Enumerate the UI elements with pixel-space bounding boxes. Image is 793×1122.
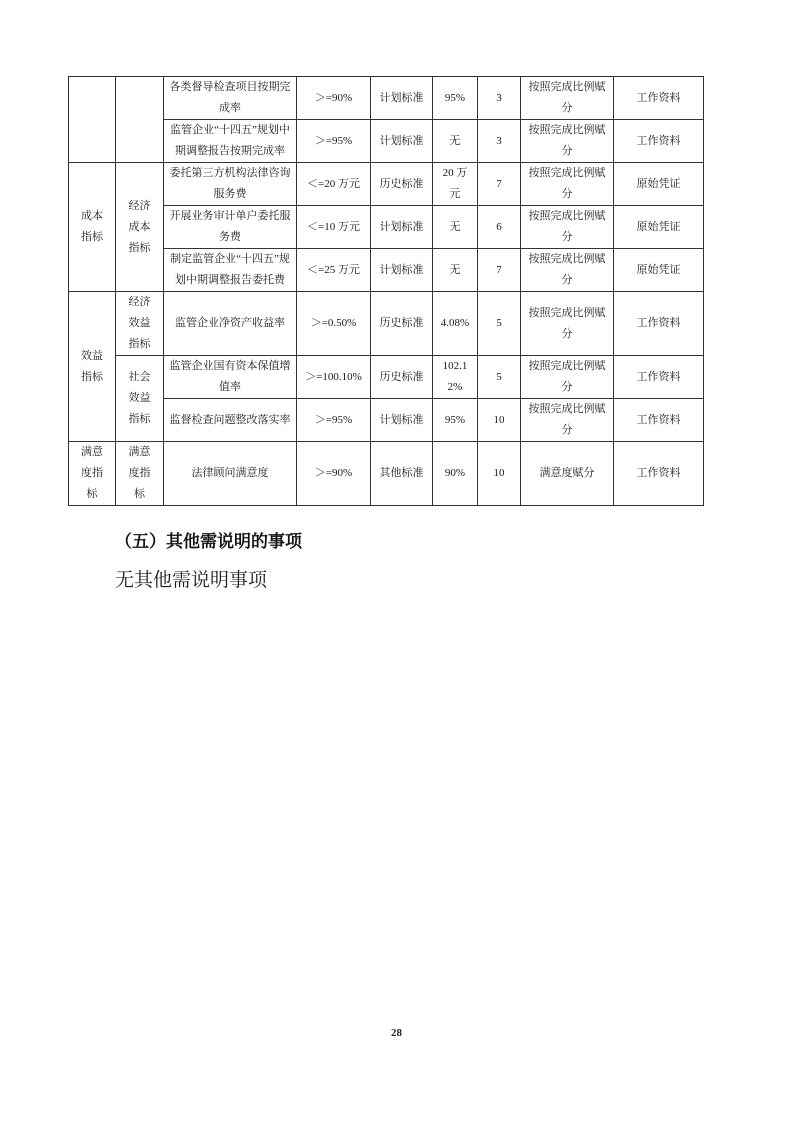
indicator-cell: 法律顾问满意度 [164,442,297,506]
source-cell: 工作资料 [614,120,704,163]
method-cell: 按照完成比例赋分 [521,249,614,292]
indicator-cell: 开展业务审计单户委托服务费 [164,206,297,249]
target-cell: ＞=90% [297,442,371,506]
method-cell: 按照完成比例赋分 [521,120,614,163]
source-cell: 工作资料 [614,399,704,442]
target-cell: ＜=25 万元 [297,249,371,292]
indicator-cell: 监管企业“十四五”规划中期调整报告按期完成率 [164,120,297,163]
target-cell: ＜=20 万元 [297,163,371,206]
score-cell: 5 [478,292,521,356]
source-cell: 原始凭证 [614,206,704,249]
level1-cost-indicator: 成本指标 [69,163,116,292]
score-cell: 5 [478,356,521,399]
method-cell: 按照完成比例赋分 [521,356,614,399]
standard-cell: 计划标准 [371,77,433,120]
actual-cell: 102.12% [433,356,478,399]
section-heading: （五）其他需说明的事项 [115,532,302,551]
level1-satisfaction-indicator: 满意度指标 [69,442,116,506]
method-cell: 按照完成比例赋分 [521,399,614,442]
indicator-cell: 各类督导检查项目按期完成率 [164,77,297,120]
table-row [69,206,704,249]
source-cell: 原始凭证 [614,249,704,292]
actual-cell: 95% [433,77,478,120]
level2-economic-cost-indicator: 经济成本指标 [116,163,164,292]
source-cell: 工作资料 [614,356,704,399]
standard-cell: 其他标准 [371,442,433,506]
level1-cell-continued [69,77,116,163]
method-cell: 按照完成比例赋分 [521,77,614,120]
table-row [69,442,704,506]
page-number: 28 [391,1027,402,1039]
standard-cell: 计划标准 [371,249,433,292]
actual-cell: 无 [433,120,478,163]
level2-social-benefit-indicator: 社会效益指标 [116,356,164,442]
performance-indicator-table [68,76,704,506]
score-cell: 10 [478,442,521,506]
actual-cell: 90% [433,442,478,506]
indicator-cell: 制定监管企业“十四五”规划中期调整报告委托费 [164,249,297,292]
method-cell: 满意度赋分 [521,442,614,506]
table-row [69,120,704,163]
score-cell: 7 [478,249,521,292]
standard-cell: 计划标准 [371,399,433,442]
table-row [69,399,704,442]
source-cell: 原始凭证 [614,163,704,206]
indicator-cell: 监管企业国有资本保值增值率 [164,356,297,399]
standard-cell: 计划标准 [371,120,433,163]
target-cell: ＜=10 万元 [297,206,371,249]
standard-cell: 历史标准 [371,163,433,206]
target-cell: ＞=100.10% [297,356,371,399]
target-cell: ＞=95% [297,399,371,442]
source-cell: 工作资料 [614,442,704,506]
table-row [69,163,704,206]
score-cell: 3 [478,120,521,163]
score-cell: 7 [478,163,521,206]
standard-cell: 计划标准 [371,206,433,249]
table-row [69,356,704,399]
score-cell: 6 [478,206,521,249]
score-cell: 3 [478,77,521,120]
table-row [69,292,704,356]
target-cell: ＞=90% [297,77,371,120]
actual-cell: 无 [433,249,478,292]
method-cell: 按照完成比例赋分 [521,292,614,356]
score-cell: 10 [478,399,521,442]
table-row [69,249,704,292]
method-cell: 按照完成比例赋分 [521,163,614,206]
standard-cell: 历史标准 [371,292,433,356]
source-cell: 工作资料 [614,77,704,120]
level2-satisfaction-indicator: 满意度指标 [116,442,164,506]
source-cell: 工作资料 [614,292,704,356]
indicator-cell: 监管企业净资产收益率 [164,292,297,356]
standard-cell: 历史标准 [371,356,433,399]
indicator-cell: 监督检查问题整改落实率 [164,399,297,442]
level2-cell-continued [116,77,164,163]
level1-benefit-indicator: 效益指标 [69,292,116,442]
target-cell: ＞=95% [297,120,371,163]
indicator-cell: 委托第三方机构法律咨询服务费 [164,163,297,206]
actual-cell: 4.08% [433,292,478,356]
actual-cell: 20 万元 [433,163,478,206]
actual-cell: 无 [433,206,478,249]
table-row [69,77,704,120]
method-cell: 按照完成比例赋分 [521,206,614,249]
level2-economic-benefit-indicator: 经济效益指标 [116,292,164,356]
target-cell: ＞=0.50% [297,292,371,356]
section-body-text: 无其他需说明事项 [115,570,268,591]
actual-cell: 95% [433,399,478,442]
